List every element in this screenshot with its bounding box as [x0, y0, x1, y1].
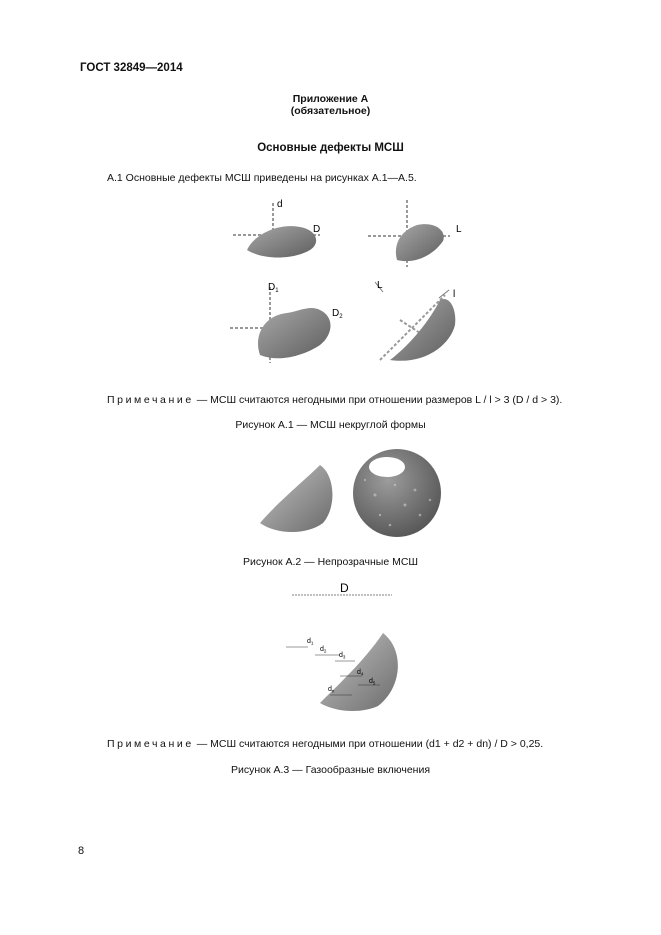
fig3-label-d1: $d_1$: [307, 638, 314, 646]
page-number: 8: [78, 845, 85, 857]
figure1-note-text: — МСШ считаются негодными при отношении размеров L / l > 3 (D / d > 3).: [193, 394, 563, 406]
intro-paragraph: А.1 Основные дефекты МСШ приведены на рисунках А.1—А.5.: [107, 172, 417, 184]
figure1-note: [107, 394, 562, 406]
nonround-shape-1: [233, 203, 320, 258]
appendix-status: (обязательное): [290, 105, 371, 117]
nonround-shape-3: [230, 287, 331, 363]
figure3-note-text: — МСШ считаются негодными при отношении (d1 + d2 + dn) / D > 0,25.: [193, 738, 544, 750]
figure-a2-illustration: [255, 445, 455, 545]
fig3-label-d5: $d_5$: [369, 678, 376, 686]
figure1-note-label: Примечание: [107, 394, 194, 406]
figure3-note: [107, 738, 543, 750]
fig1-label-L2: L: [377, 280, 383, 291]
opaque-bead-crescent: [260, 465, 332, 532]
fig1-label-L1: L: [456, 224, 462, 235]
section-title: Основные дефекты МСШ: [257, 142, 404, 154]
fig1-label-D2: $D_2$: [332, 308, 343, 320]
figure-a3-illustration: [280, 578, 415, 718]
fig1-label-l: l: [453, 289, 456, 300]
opaque-bead-highlight: [369, 457, 405, 477]
fig3-label-d4: $d_4$: [357, 669, 364, 677]
fig3-label-d2: $d_2$: [320, 646, 327, 654]
fig1-label-D: D: [313, 224, 321, 235]
fig1-label-d: d: [277, 199, 283, 210]
nonround-shape-2: [368, 200, 450, 267]
figure2-caption: Рисунок А.2 — Непрозрачные МСШ: [242, 556, 419, 568]
appendix-title: Приложение А: [292, 93, 369, 105]
nonround-shape-4: [375, 282, 455, 361]
fig1-label-D1: $D_1$: [268, 282, 279, 294]
figure3-caption: Рисунок А.3 — Газообразные включения: [230, 764, 431, 776]
figure-a1-illustration: [225, 195, 465, 370]
fig3-label-D: D: [340, 581, 349, 595]
figure1-caption: Рисунок А.1 — МСШ некруглой формы: [235, 419, 426, 431]
fig3-label-dn: $d_n$: [328, 686, 335, 694]
figure3-note-label: Примечание: [107, 738, 194, 750]
document-header: ГОСТ 32849—2014: [80, 62, 183, 74]
fig3-label-d3: $d_3$: [339, 652, 346, 660]
